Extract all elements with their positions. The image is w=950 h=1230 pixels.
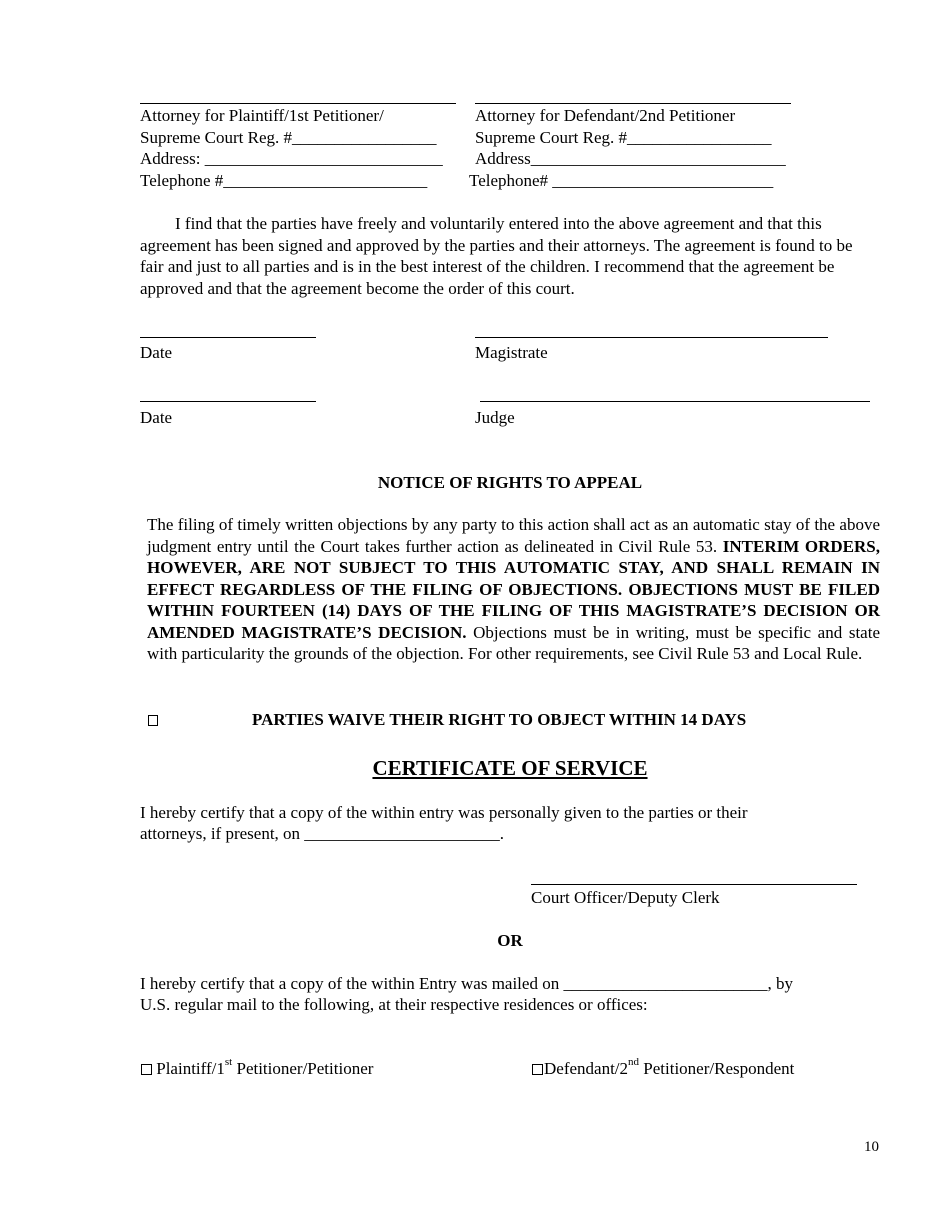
plaintiff-attorney-role: Attorney for Plaintiff/1st Petitioner/ [140,106,384,125]
date-signature-line-2[interactable] [140,401,316,402]
checkbox-icon[interactable] [141,1064,152,1075]
waive-checkbox[interactable] [148,710,158,731]
defendant-attorney-address: Address______________________________ [475,149,786,168]
plaintiff-label-post: Petitioner/Petitioner [232,1059,374,1078]
defendant-attorney-reg: Supreme Court Reg. #_________________ [475,128,772,147]
finding-paragraph: I find that the parties have freely and voluntarily entered into the above agreement and that this agreement has been signed and approved by the parties and their attorneys. The agreement is found to be fair and just to all parties and is in the best interest of the children. I recommend that the agreement be approved and that the agreement become the order of this court. [140,214,853,298]
plaintiff-attorney-reg: Supreme Court Reg. #_________________ [140,128,437,147]
court-officer-signature-line[interactable] [531,884,857,885]
plaintiff-attorney-signature-line[interactable] [140,103,456,104]
certificate-mail-line-1: I hereby certify that a copy of the within Entry was mailed on ________________________, by [140,974,793,993]
appeal-paragraph [147,514,880,665]
date-signature-line-1[interactable] [140,337,316,338]
defendant-attorney-phone: Telephone# __________________________ [469,171,774,190]
checkbox-icon[interactable] [148,715,158,726]
appeal-heading: NOTICE OF RIGHTS TO APPEAL [377,473,643,492]
defendant-attorney-role: Attorney for Defendant/2nd Petitioner [475,106,736,125]
defendant-recipient-option[interactable] [532,1058,794,1079]
defendant-attorney-signature-line[interactable] [475,103,791,104]
date-label-1: Date [140,343,173,362]
or-label: OR [497,931,523,950]
magistrate-signature-line[interactable] [475,337,828,338]
court-officer-label: Court Officer/Deputy Clerk [531,888,720,907]
certificate-mail-line-2: U.S. regular mail to the following, at their respective residences or offices: [140,995,648,1014]
magistrate-label: Magistrate [475,343,548,362]
appeal-text-intro: The filing of timely written objections by any party to this action shall act as an automatic stay of the above judgment entry until the Court takes further action as delineated in Civil Rule 53. [147,515,880,556]
judge-signature-line[interactable] [480,401,870,402]
certificate-title: CERTIFICATE OF SERVICE [372,756,648,780]
plaintiff-label-sup: st [224,1056,233,1069]
certificate-personal-line-2: attorneys, if present, on _______________________. [140,824,505,843]
certificate-personal-line-1: I hereby certify that a copy of the within entry was personally given to the parties or their [140,803,748,822]
waive-label: PARTIES WAIVE THEIR RIGHT TO OBJECT WITHIN 14 DAYS [252,710,747,729]
plaintiff-attorney-phone: Telephone #________________________ [140,171,428,190]
appeal-text-bold: INTERIM ORDERS, HOWEVER, ARE NOT SUBJECT TO THIS AUTOMATIC STAY, AND SHALL REMAIN IN EFFECT REGARDLESS OF THE FILING OF OBJECTIONS. OBJECTIONS MUST BE FILED WITHIN FOURTEEN (14) DAYS OF THE FILING OF THIS MAGISTRATE’S DECISION OR AMENDED MAGISTRATE’S DECISION. [147,536,881,642]
checkbox-icon[interactable] [532,1064,543,1075]
defendant-label-pre: Defendant/2 [544,1059,629,1078]
appeal-text-outro: Objections must be in writing, must be specific and state with particularity the grounds of the objection. For other requirements, see Civil Rule 53 and Local Rule. [147,622,880,663]
date-label-2: Date [140,408,173,427]
plaintiff-recipient-option[interactable] [141,1058,373,1079]
defendant-label-sup: nd [628,1056,640,1069]
defendant-label-post: Petitioner/Respondent [639,1059,795,1078]
plaintiff-label-pre: Plaintiff/1 [156,1059,225,1078]
page-number: 10 [864,1139,879,1155]
judge-label: Judge [475,408,515,427]
plaintiff-attorney-address: Address: ____________________________ [140,149,443,168]
